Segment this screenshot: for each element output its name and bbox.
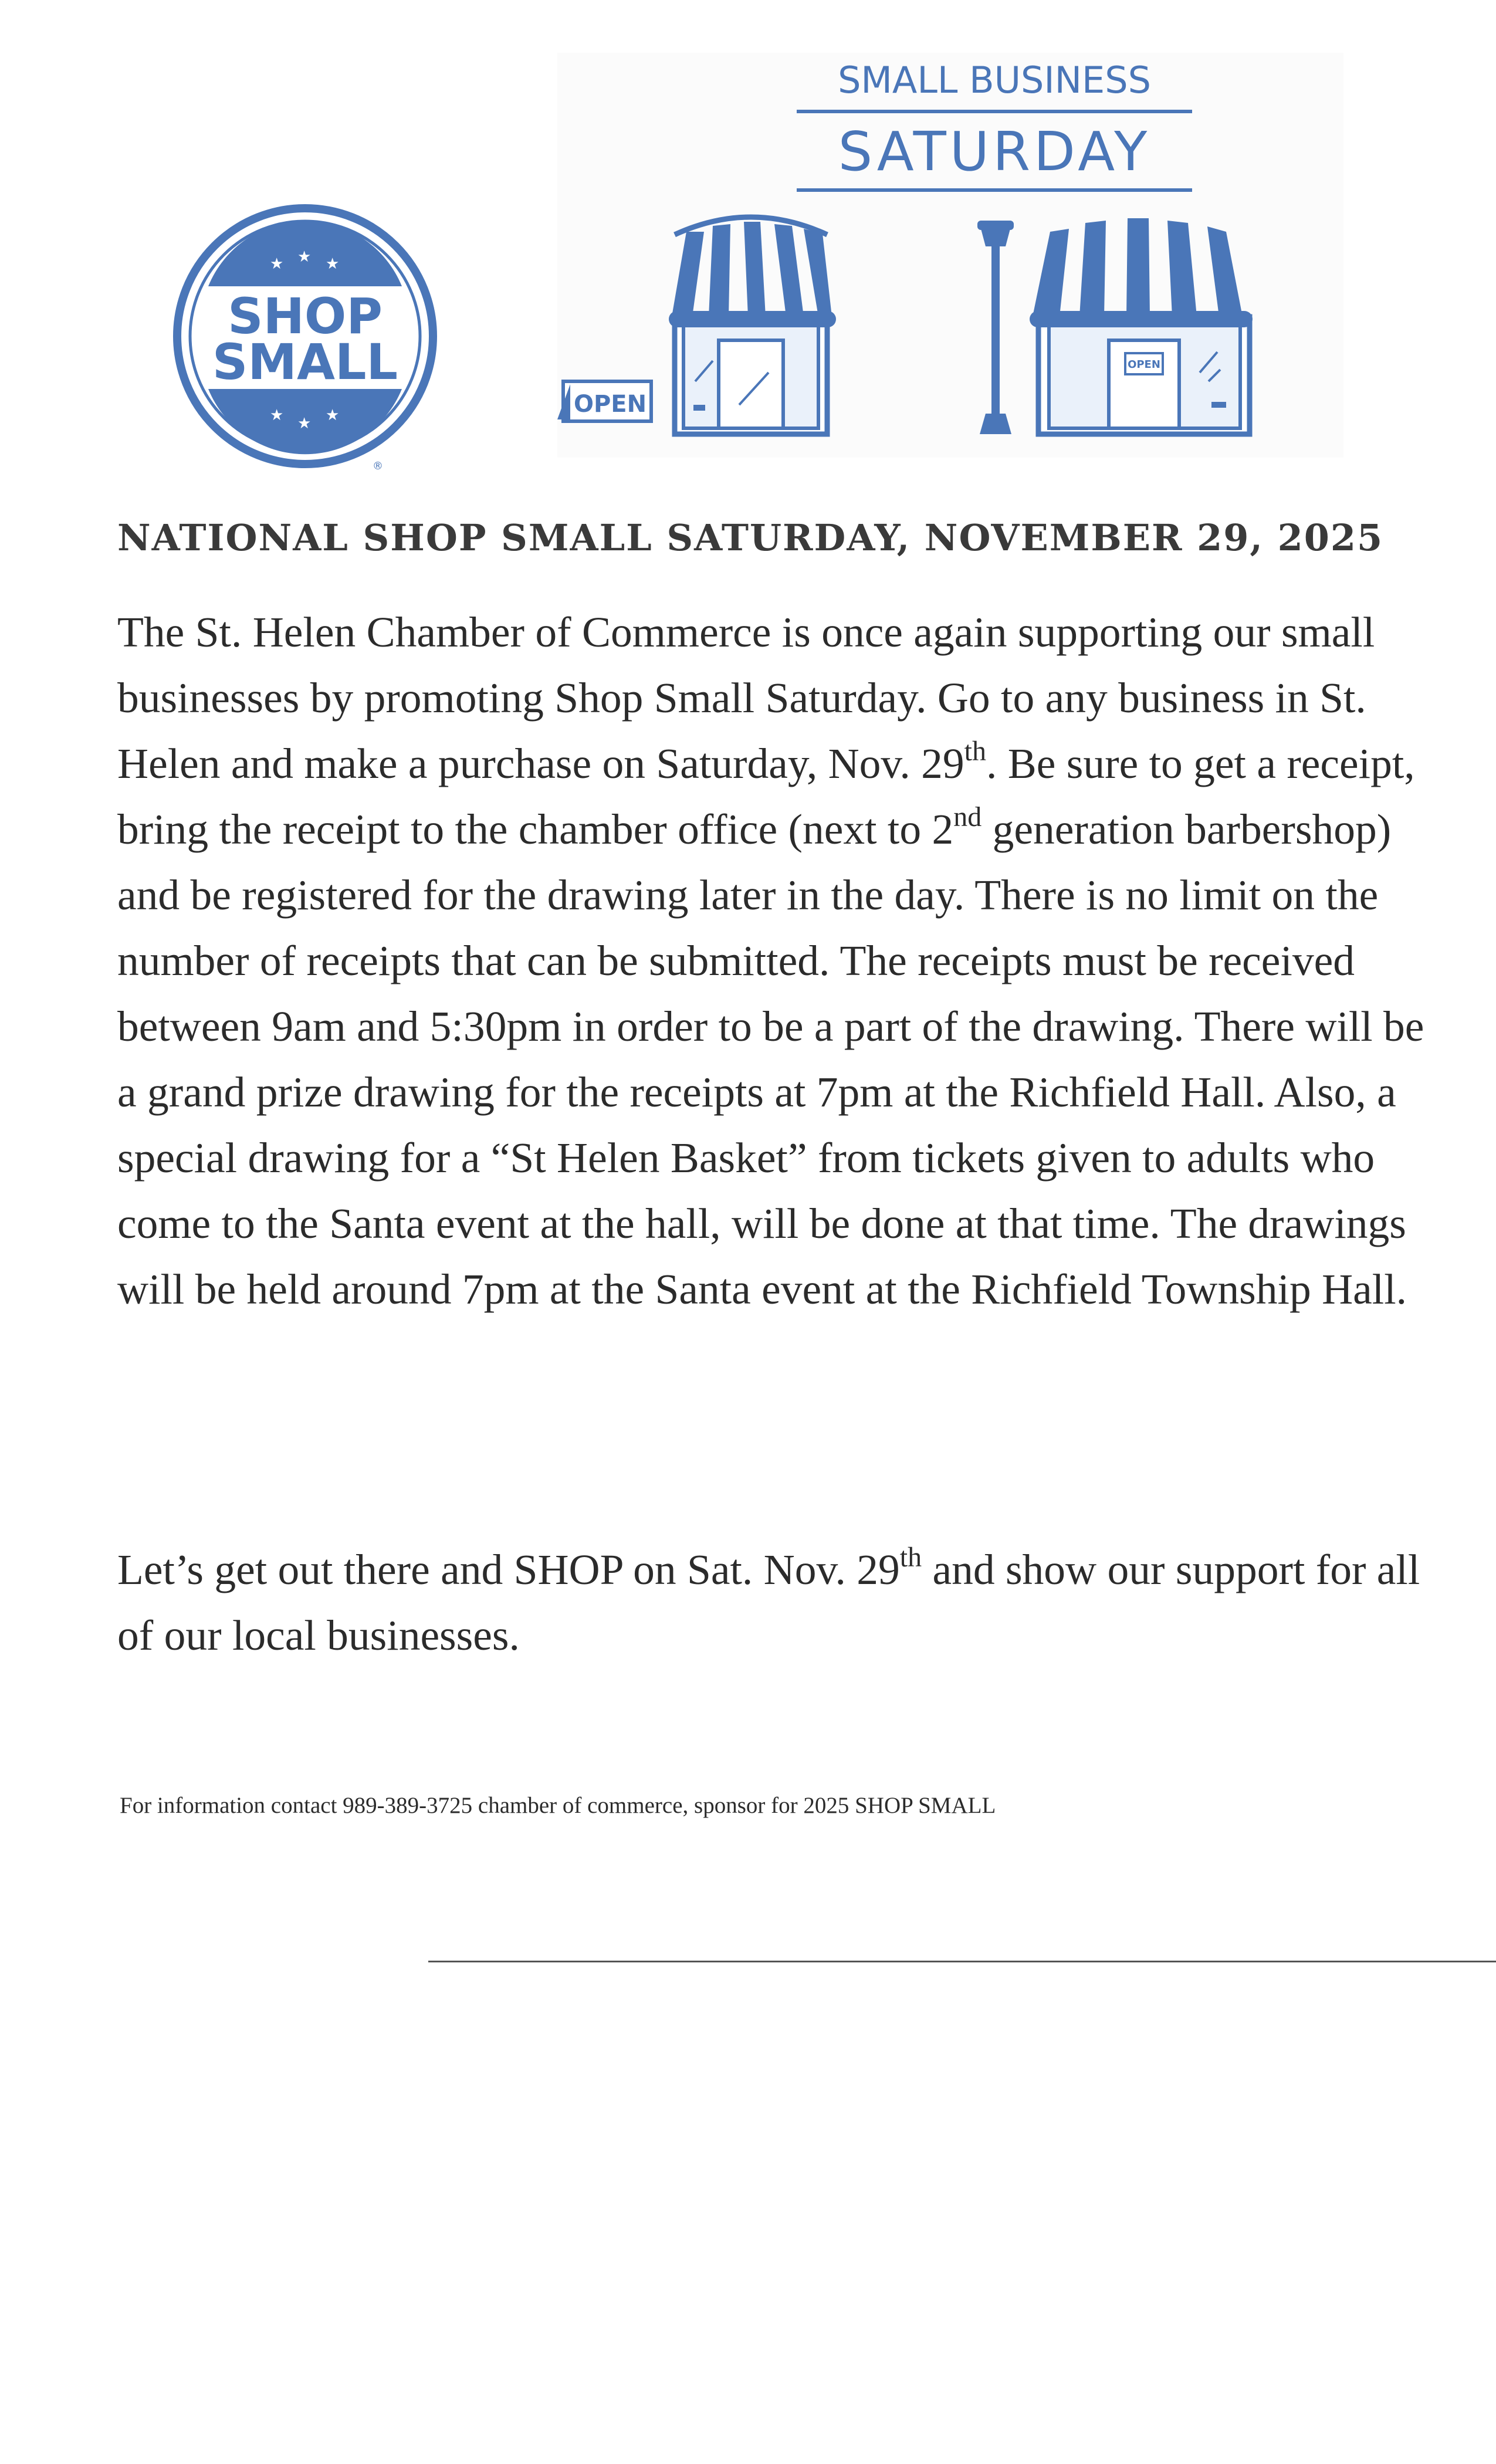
- small-business-saturday-banner: [557, 53, 1343, 458]
- paragraph-text: . Be sure to get a receipt, bring the receipt to the chamber office (next to 2: [117, 740, 1415, 853]
- right-open-sign: [1125, 353, 1163, 374]
- star-icon: ★: [326, 255, 340, 273]
- star-icon: ★: [270, 407, 284, 424]
- registered-mark: ®: [373, 460, 383, 472]
- star-icon: ★: [297, 415, 312, 432]
- logo-text-small: SMALL: [212, 333, 398, 391]
- lamp-post-icon: [977, 221, 1014, 434]
- closing-paragraph: [117, 1537, 1431, 1668]
- banner-title-line1: SMALL BUSINESS: [838, 59, 1151, 101]
- contact-footer: For information contact 989-389-3725 chamber of commerce, sponsor for 2025 SHOP SMALL: [120, 1793, 996, 1818]
- page-title: NATIONAL SHOP SMALL SATURDAY, NOVEMBER 29, 2025: [117, 516, 1384, 559]
- superscript-th: th: [964, 736, 987, 767]
- shop-small-logo: [167, 198, 443, 474]
- paragraph-text: The St. Helen Chamber of Commerce is once again supporting our small businesses by promoting Shop Small Saturday. Go to any business in St. Helen and make a purchase on Saturday, Nov. 29: [117, 608, 1375, 787]
- star-icon: ★: [297, 248, 312, 266]
- banner-title-line2: SATURDAY: [838, 120, 1151, 183]
- left-awning: [669, 222, 836, 327]
- main-paragraph: [117, 600, 1431, 1322]
- left-open-sign-text: OPEN: [573, 391, 647, 418]
- paragraph-text: Let’s get out there and SHOP on Sat. Nov. 29: [117, 1546, 900, 1593]
- right-open-sign-text: OPEN: [1128, 358, 1160, 371]
- logo-text-shop: SHOP: [228, 287, 383, 345]
- superscript-nd: nd: [953, 801, 982, 832]
- storefront-illustration: [557, 53, 1343, 458]
- divider: [428, 1961, 1496, 1962]
- paragraph-text: generation barbershop) and be registered for the drawing later in the day. There is no limit on the number of receipts that can be submitted. The receipts must be received between 9am and 5:30pm in order to be a part of the drawing. There will be a grand prize drawing for the receipts at 7pm at the Richfield Hall. Also, a special drawing for a “St Helen Basket” from tickets given to adults who come to the Santa event at the hall, will be done at that time. The drawings will be held around 7pm at the Santa event at the Richfield Township Hall.: [117, 805, 1424, 1313]
- superscript-th: th: [899, 1542, 922, 1573]
- right-awning: [1030, 218, 1253, 327]
- left-open-sign: [557, 381, 651, 421]
- star-icon: ★: [270, 255, 284, 273]
- paragraph-text: and show our support for all of our local businesses.: [117, 1546, 1420, 1659]
- star-icon: ★: [326, 407, 340, 424]
